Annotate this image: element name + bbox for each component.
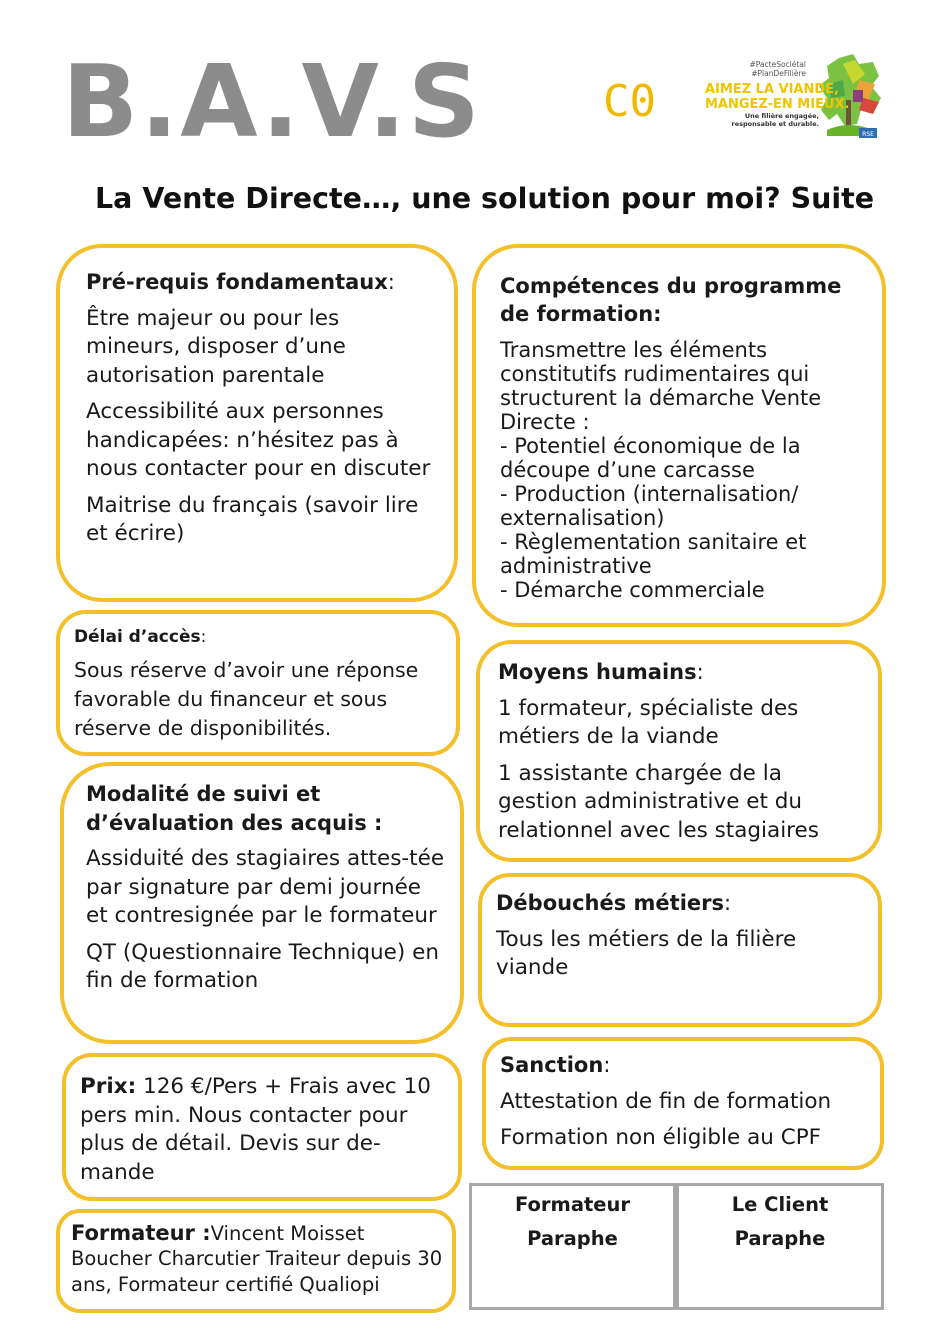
assessment-item: QT (Questionnaire Technique) en fin de formation [86,939,439,993]
brand-name: B.A.V.S [62,43,482,160]
skills-heading: Compétences du programme de formation: [500,274,842,326]
campaign-logo [703,54,885,140]
human-resources-item: 1 formateur, spécialiste des métiers de la viande [498,695,799,749]
logo-line-2: MANGEZ-EN MIEUX. [705,97,850,112]
logo-line-1: AIMEZ LA VIANDE, [705,82,839,97]
skills-intro: Transmettre les éléments constitutifs rudimentaires qui structurent la démarche Vente Directe : [500,338,822,434]
client-signature-title: Le Client [731,1193,829,1216]
prerequisite-item: Maitrise du français (savoir lire et écrire) [86,492,419,546]
rse-badge-label: RSE [862,131,874,138]
prerequisite-item: Être majeur ou pour les mineurs, disposer d’une autorisation parentale [86,305,346,388]
logo-tag-2: #PlanDeFilière [751,69,806,78]
skills-item: - Démarche commerciale [500,578,765,602]
career-outcomes-box [478,873,882,1027]
certification-item: Attestation de fin de formation [500,1088,832,1114]
access-delay-box [56,610,460,756]
certification-heading: Sanction: [500,1053,611,1077]
assessment-heading: Modalité de suivi et d’évaluation des acquis : [86,782,383,835]
skills-item: - Production (internalisation/ externalisation) [500,482,799,530]
trainer-signature-box [469,1183,676,1310]
human-resources-item: 1 assistante chargée de la gestion administrative et du relationnel avec les stagiaires [498,760,819,843]
access-delay-heading: Délai d’accès: [74,627,207,647]
page-title: La Vente Directe…, une solution pour moi? Suite [95,182,875,215]
price-text: Prix: 126 €/Pers + Frais avec 10 pers min. Nous contacter pour plus de détail. Devis sur de-mande [80,1074,431,1185]
prerequisites-heading: Pré-requis fondamentaux: [86,270,395,294]
assessment-box [60,762,464,1044]
human-resources-heading: Moyens humains: [498,660,704,684]
trainer-box [56,1209,456,1313]
prerequisites-box [56,244,458,602]
logo-sub-1: Une filière engagée, [744,112,819,120]
skills-item: - Potentiel économique de la découpe d’une carcasse [500,434,801,482]
career-outcomes-text: Tous les métiers de la filière viande [496,926,797,980]
trainer-signature-title: Formateur [514,1193,631,1216]
logo-sub-2: responsable et durable. [731,120,819,128]
career-outcomes-heading: Débouchés métiers: [496,891,732,915]
prerequisite-item: Accessibilité aux personnes handicapées: n’hésitez pas à nous contacter pour en discuter [86,399,431,481]
client-signature-box [676,1183,884,1310]
human-resources-box [476,640,882,862]
certification-item: Formation non éligible au CPF [500,1125,822,1150]
certification-box [482,1037,884,1170]
skills-item: - Règlementation sanitaire et administrative [500,530,807,578]
trainer-name-line: Formateur :Vincent Moisset [71,1221,365,1245]
access-delay-text: Sous réserve d’avoir une réponse favorable du financeur et sous réserve de disponibilités. [74,658,419,740]
logo-tag-1: #PacteSociétal [749,60,806,69]
document-code: C0 [603,76,656,127]
trainer-description: Boucher Charcutier Traiteur depuis 30 ans, Formateur certifié Qualiopi [71,1247,443,1296]
client-signature-subtitle: Paraphe [734,1227,826,1250]
skills-box [472,244,886,627]
assessment-item: Assiduité des stagiaires attes-tée par signature par demi journée et contresignée par le formateur [86,846,445,928]
trainer-signature-subtitle: Paraphe [527,1227,618,1250]
price-box [62,1053,462,1201]
